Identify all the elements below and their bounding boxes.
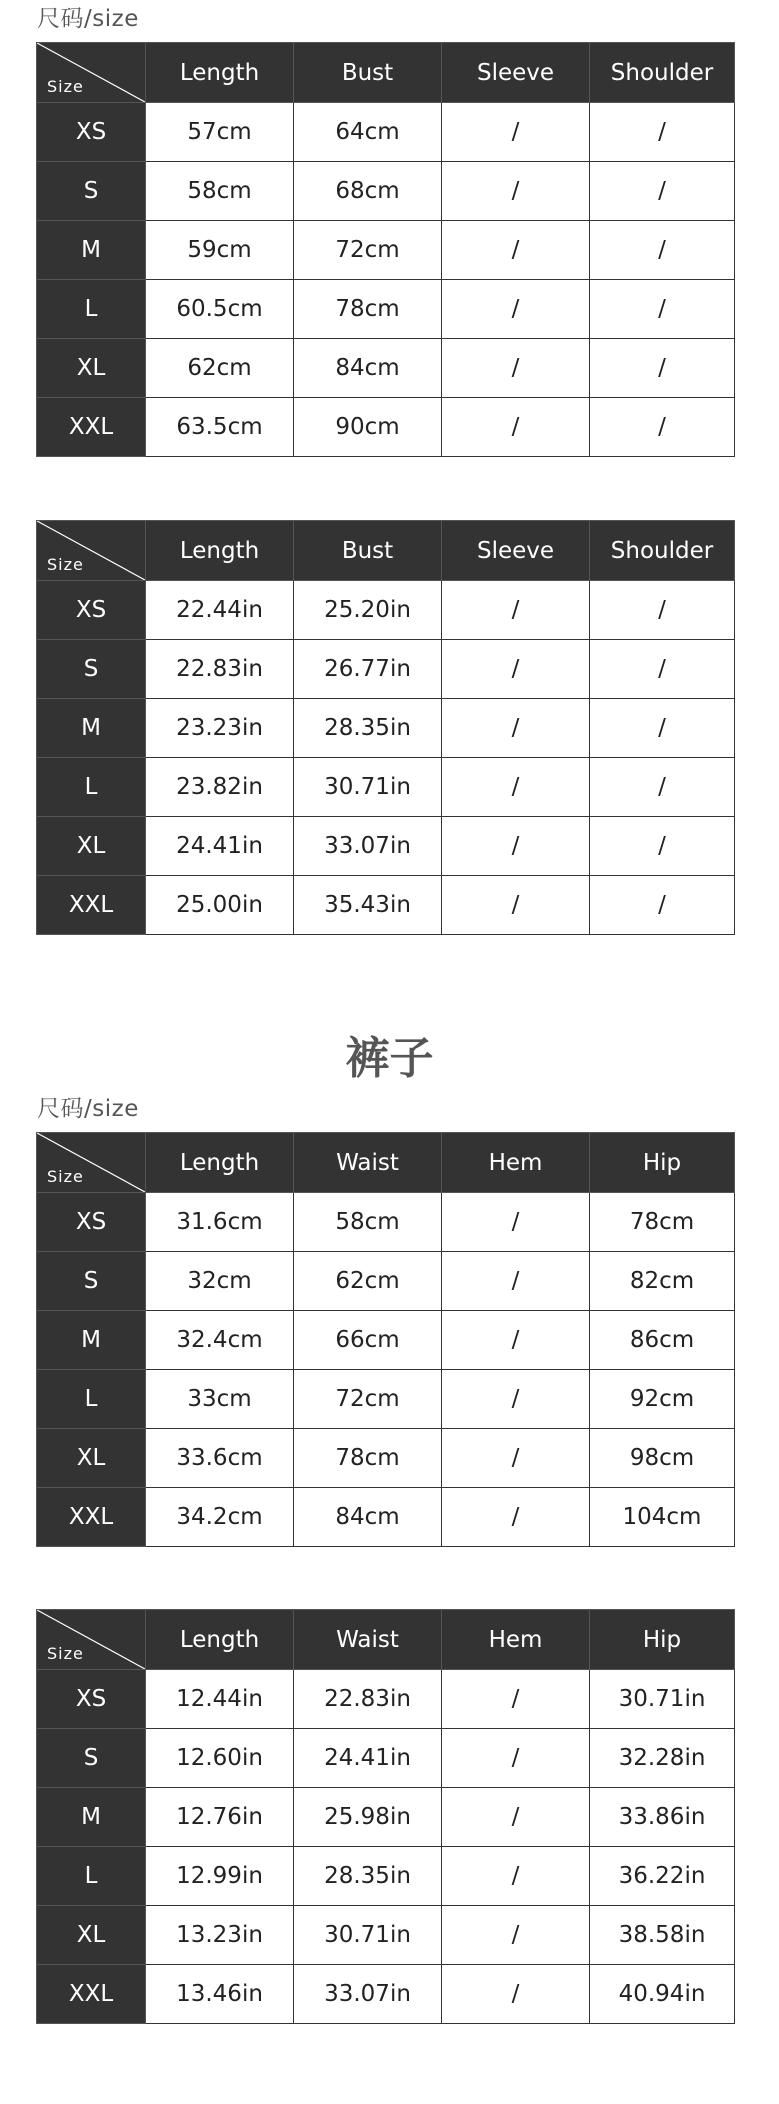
table-row	[37, 221, 735, 280]
table-cell: /	[442, 1906, 590, 1965]
table-cell: 78cm	[294, 1429, 442, 1488]
table-row	[37, 1847, 735, 1906]
table-cell: 84cm	[294, 1488, 442, 1547]
table-row	[37, 699, 735, 758]
table-row	[37, 1311, 735, 1370]
column-header-bust: Bust	[294, 43, 442, 103]
table-cell: /	[442, 1670, 590, 1729]
table-cell: 58cm	[294, 1193, 442, 1252]
table-cell: /	[442, 1311, 590, 1370]
size-label-tops: 尺码/size	[37, 6, 139, 32]
tops-cm-table	[36, 42, 735, 457]
column-header-hem: Hem	[442, 1133, 590, 1193]
row-size-label: M	[37, 1311, 146, 1370]
table-cell: /	[442, 1788, 590, 1847]
size-corner-cell	[37, 43, 146, 103]
table-cell: 30.71in	[294, 758, 442, 817]
row-size-label: L	[37, 758, 146, 817]
table-cell: 33.6cm	[146, 1429, 294, 1488]
row-size-label: M	[37, 1788, 146, 1847]
row-size-label: XS	[37, 581, 146, 640]
table-row	[37, 280, 735, 339]
table-header-row	[37, 1610, 735, 1670]
table-cell: 34.2cm	[146, 1488, 294, 1547]
row-size-label: S	[37, 162, 146, 221]
row-size-label: XS	[37, 1193, 146, 1252]
table-cell: 59cm	[146, 221, 294, 280]
table-cell: 24.41in	[146, 817, 294, 876]
size-corner-label: Size	[47, 1167, 84, 1186]
size-corner-label: Size	[47, 77, 84, 96]
table-cell: /	[590, 758, 735, 817]
table-cell: /	[590, 699, 735, 758]
row-size-label: XL	[37, 339, 146, 398]
table-cell: 31.6cm	[146, 1193, 294, 1252]
table-cell: /	[442, 1252, 590, 1311]
column-header-length: Length	[146, 1610, 294, 1670]
table-cell: 86cm	[590, 1311, 735, 1370]
table-row	[37, 1252, 735, 1311]
table-cell: 58cm	[146, 162, 294, 221]
column-header-length: Length	[146, 43, 294, 103]
table-cell: 66cm	[294, 1311, 442, 1370]
table-cell: /	[442, 758, 590, 817]
column-header-shoulder: Shoulder	[590, 521, 735, 581]
table-cell: 32.28in	[590, 1729, 735, 1788]
table-row	[37, 1670, 735, 1729]
table-cell: /	[442, 1965, 590, 2024]
table-cell: 25.00in	[146, 876, 294, 935]
table-row	[37, 1193, 735, 1252]
table-cell: /	[590, 162, 735, 221]
table-row	[37, 1965, 735, 2024]
table-cell: 82cm	[590, 1252, 735, 1311]
table-cell: /	[442, 1847, 590, 1906]
pants-section-title: 裤子	[345, 1033, 434, 1084]
table-cell: 78cm	[294, 280, 442, 339]
size-corner-cell	[37, 1133, 146, 1193]
table-cell: /	[590, 280, 735, 339]
table-cell: 63.5cm	[146, 398, 294, 457]
pants-cm-table	[36, 1132, 735, 1547]
table-cell: 22.83in	[294, 1670, 442, 1729]
row-size-label: M	[37, 221, 146, 280]
row-size-label: XL	[37, 1906, 146, 1965]
table-header-row	[37, 43, 735, 103]
table-cell: 38.58in	[590, 1906, 735, 1965]
table-row	[37, 103, 735, 162]
table-row	[37, 1429, 735, 1488]
column-header-hem: Hem	[442, 1610, 590, 1670]
table-cell: /	[442, 1488, 590, 1547]
table-cell: 57cm	[146, 103, 294, 162]
table-cell: 30.71in	[590, 1670, 735, 1729]
table-cell: 84cm	[294, 339, 442, 398]
table-cell: 22.44in	[146, 581, 294, 640]
column-header-sleeve: Sleeve	[442, 43, 590, 103]
table-cell: 12.60in	[146, 1729, 294, 1788]
table-cell: 24.41in	[294, 1729, 442, 1788]
row-size-label: XXL	[37, 876, 146, 935]
column-header-length: Length	[146, 1133, 294, 1193]
column-header-bust: Bust	[294, 521, 442, 581]
table-cell: 22.83in	[146, 640, 294, 699]
column-header-waist: Waist	[294, 1610, 442, 1670]
table-cell: 92cm	[590, 1370, 735, 1429]
table-cell: 33cm	[146, 1370, 294, 1429]
table-cell: 68cm	[294, 162, 442, 221]
table-cell: /	[590, 640, 735, 699]
row-size-label: XS	[37, 103, 146, 162]
size-corner-cell	[37, 1610, 146, 1670]
row-size-label: L	[37, 1847, 146, 1906]
table-cell: /	[590, 876, 735, 935]
table-cell: /	[590, 339, 735, 398]
column-header-sleeve: Sleeve	[442, 521, 590, 581]
size-corner-label: Size	[47, 555, 84, 574]
table-cell: /	[442, 398, 590, 457]
table-cell: /	[442, 1729, 590, 1788]
column-header-length: Length	[146, 521, 294, 581]
row-size-label: L	[37, 280, 146, 339]
table-row	[37, 1788, 735, 1847]
table-cell: 36.22in	[590, 1847, 735, 1906]
row-size-label: XL	[37, 817, 146, 876]
table-cell: /	[590, 581, 735, 640]
table-cell: /	[442, 339, 590, 398]
table-cell: 23.23in	[146, 699, 294, 758]
size-label-pants: 尺码/size	[37, 1096, 139, 1122]
table-cell: 104cm	[590, 1488, 735, 1547]
column-header-waist: Waist	[294, 1133, 442, 1193]
table-cell: /	[442, 640, 590, 699]
table-cell: /	[442, 1429, 590, 1488]
table-cell: 33.07in	[294, 1965, 442, 2024]
table-cell: 60.5cm	[146, 280, 294, 339]
table-cell: 72cm	[294, 221, 442, 280]
table-row	[37, 640, 735, 699]
column-header-hip: Hip	[590, 1133, 735, 1193]
table-cell: 25.98in	[294, 1788, 442, 1847]
table-cell: 28.35in	[294, 1847, 442, 1906]
table-cell: /	[442, 876, 590, 935]
table-cell: 32cm	[146, 1252, 294, 1311]
table-row	[37, 817, 735, 876]
table-cell: 12.76in	[146, 1788, 294, 1847]
table-cell: 40.94in	[590, 1965, 735, 2024]
pants-inch-table	[36, 1609, 735, 2024]
table-cell: 90cm	[294, 398, 442, 457]
tops-inch-table	[36, 520, 735, 935]
table-row	[37, 581, 735, 640]
column-header-hip: Hip	[590, 1610, 735, 1670]
table-cell: /	[590, 103, 735, 162]
table-cell: 98cm	[590, 1429, 735, 1488]
row-size-label: XS	[37, 1670, 146, 1729]
table-cell: 62cm	[146, 339, 294, 398]
table-header-row	[37, 521, 735, 581]
table-cell: /	[590, 221, 735, 280]
row-size-label: L	[37, 1370, 146, 1429]
table-cell: 13.23in	[146, 1906, 294, 1965]
table-cell: 64cm	[294, 103, 442, 162]
table-cell: /	[442, 1370, 590, 1429]
table-cell: /	[442, 162, 590, 221]
table-cell: 78cm	[590, 1193, 735, 1252]
row-size-label: S	[37, 1252, 146, 1311]
size-corner-cell	[37, 521, 146, 581]
table-cell: /	[590, 817, 735, 876]
table-cell: 32.4cm	[146, 1311, 294, 1370]
row-size-label: XL	[37, 1429, 146, 1488]
table-cell: 25.20in	[294, 581, 442, 640]
table-cell: 23.82in	[146, 758, 294, 817]
row-size-label: XXL	[37, 1965, 146, 2024]
table-cell: /	[442, 1193, 590, 1252]
table-cell: /	[442, 581, 590, 640]
table-cell: 62cm	[294, 1252, 442, 1311]
table-cell: 26.77in	[294, 640, 442, 699]
table-row	[37, 1729, 735, 1788]
table-cell: 12.44in	[146, 1670, 294, 1729]
row-size-label: S	[37, 640, 146, 699]
table-cell: 12.99in	[146, 1847, 294, 1906]
table-cell: 35.43in	[294, 876, 442, 935]
table-cell: /	[442, 699, 590, 758]
table-cell: /	[442, 221, 590, 280]
table-row	[37, 398, 735, 457]
row-size-label: XXL	[37, 1488, 146, 1547]
table-row	[37, 1370, 735, 1429]
table-cell: /	[442, 817, 590, 876]
table-cell: 72cm	[294, 1370, 442, 1429]
table-cell: 30.71in	[294, 1906, 442, 1965]
table-row	[37, 1488, 735, 1547]
table-row	[37, 876, 735, 935]
table-header-row	[37, 1133, 735, 1193]
size-corner-label: Size	[47, 1644, 84, 1663]
table-cell: /	[442, 103, 590, 162]
table-row	[37, 758, 735, 817]
table-cell: 13.46in	[146, 1965, 294, 2024]
table-cell: /	[442, 280, 590, 339]
table-cell: /	[590, 398, 735, 457]
table-row	[37, 1906, 735, 1965]
table-row	[37, 162, 735, 221]
table-cell: 33.86in	[590, 1788, 735, 1847]
table-row	[37, 339, 735, 398]
row-size-label: S	[37, 1729, 146, 1788]
table-cell: 28.35in	[294, 699, 442, 758]
table-cell: 33.07in	[294, 817, 442, 876]
row-size-label: M	[37, 699, 146, 758]
column-header-shoulder: Shoulder	[590, 43, 735, 103]
row-size-label: XXL	[37, 398, 146, 457]
